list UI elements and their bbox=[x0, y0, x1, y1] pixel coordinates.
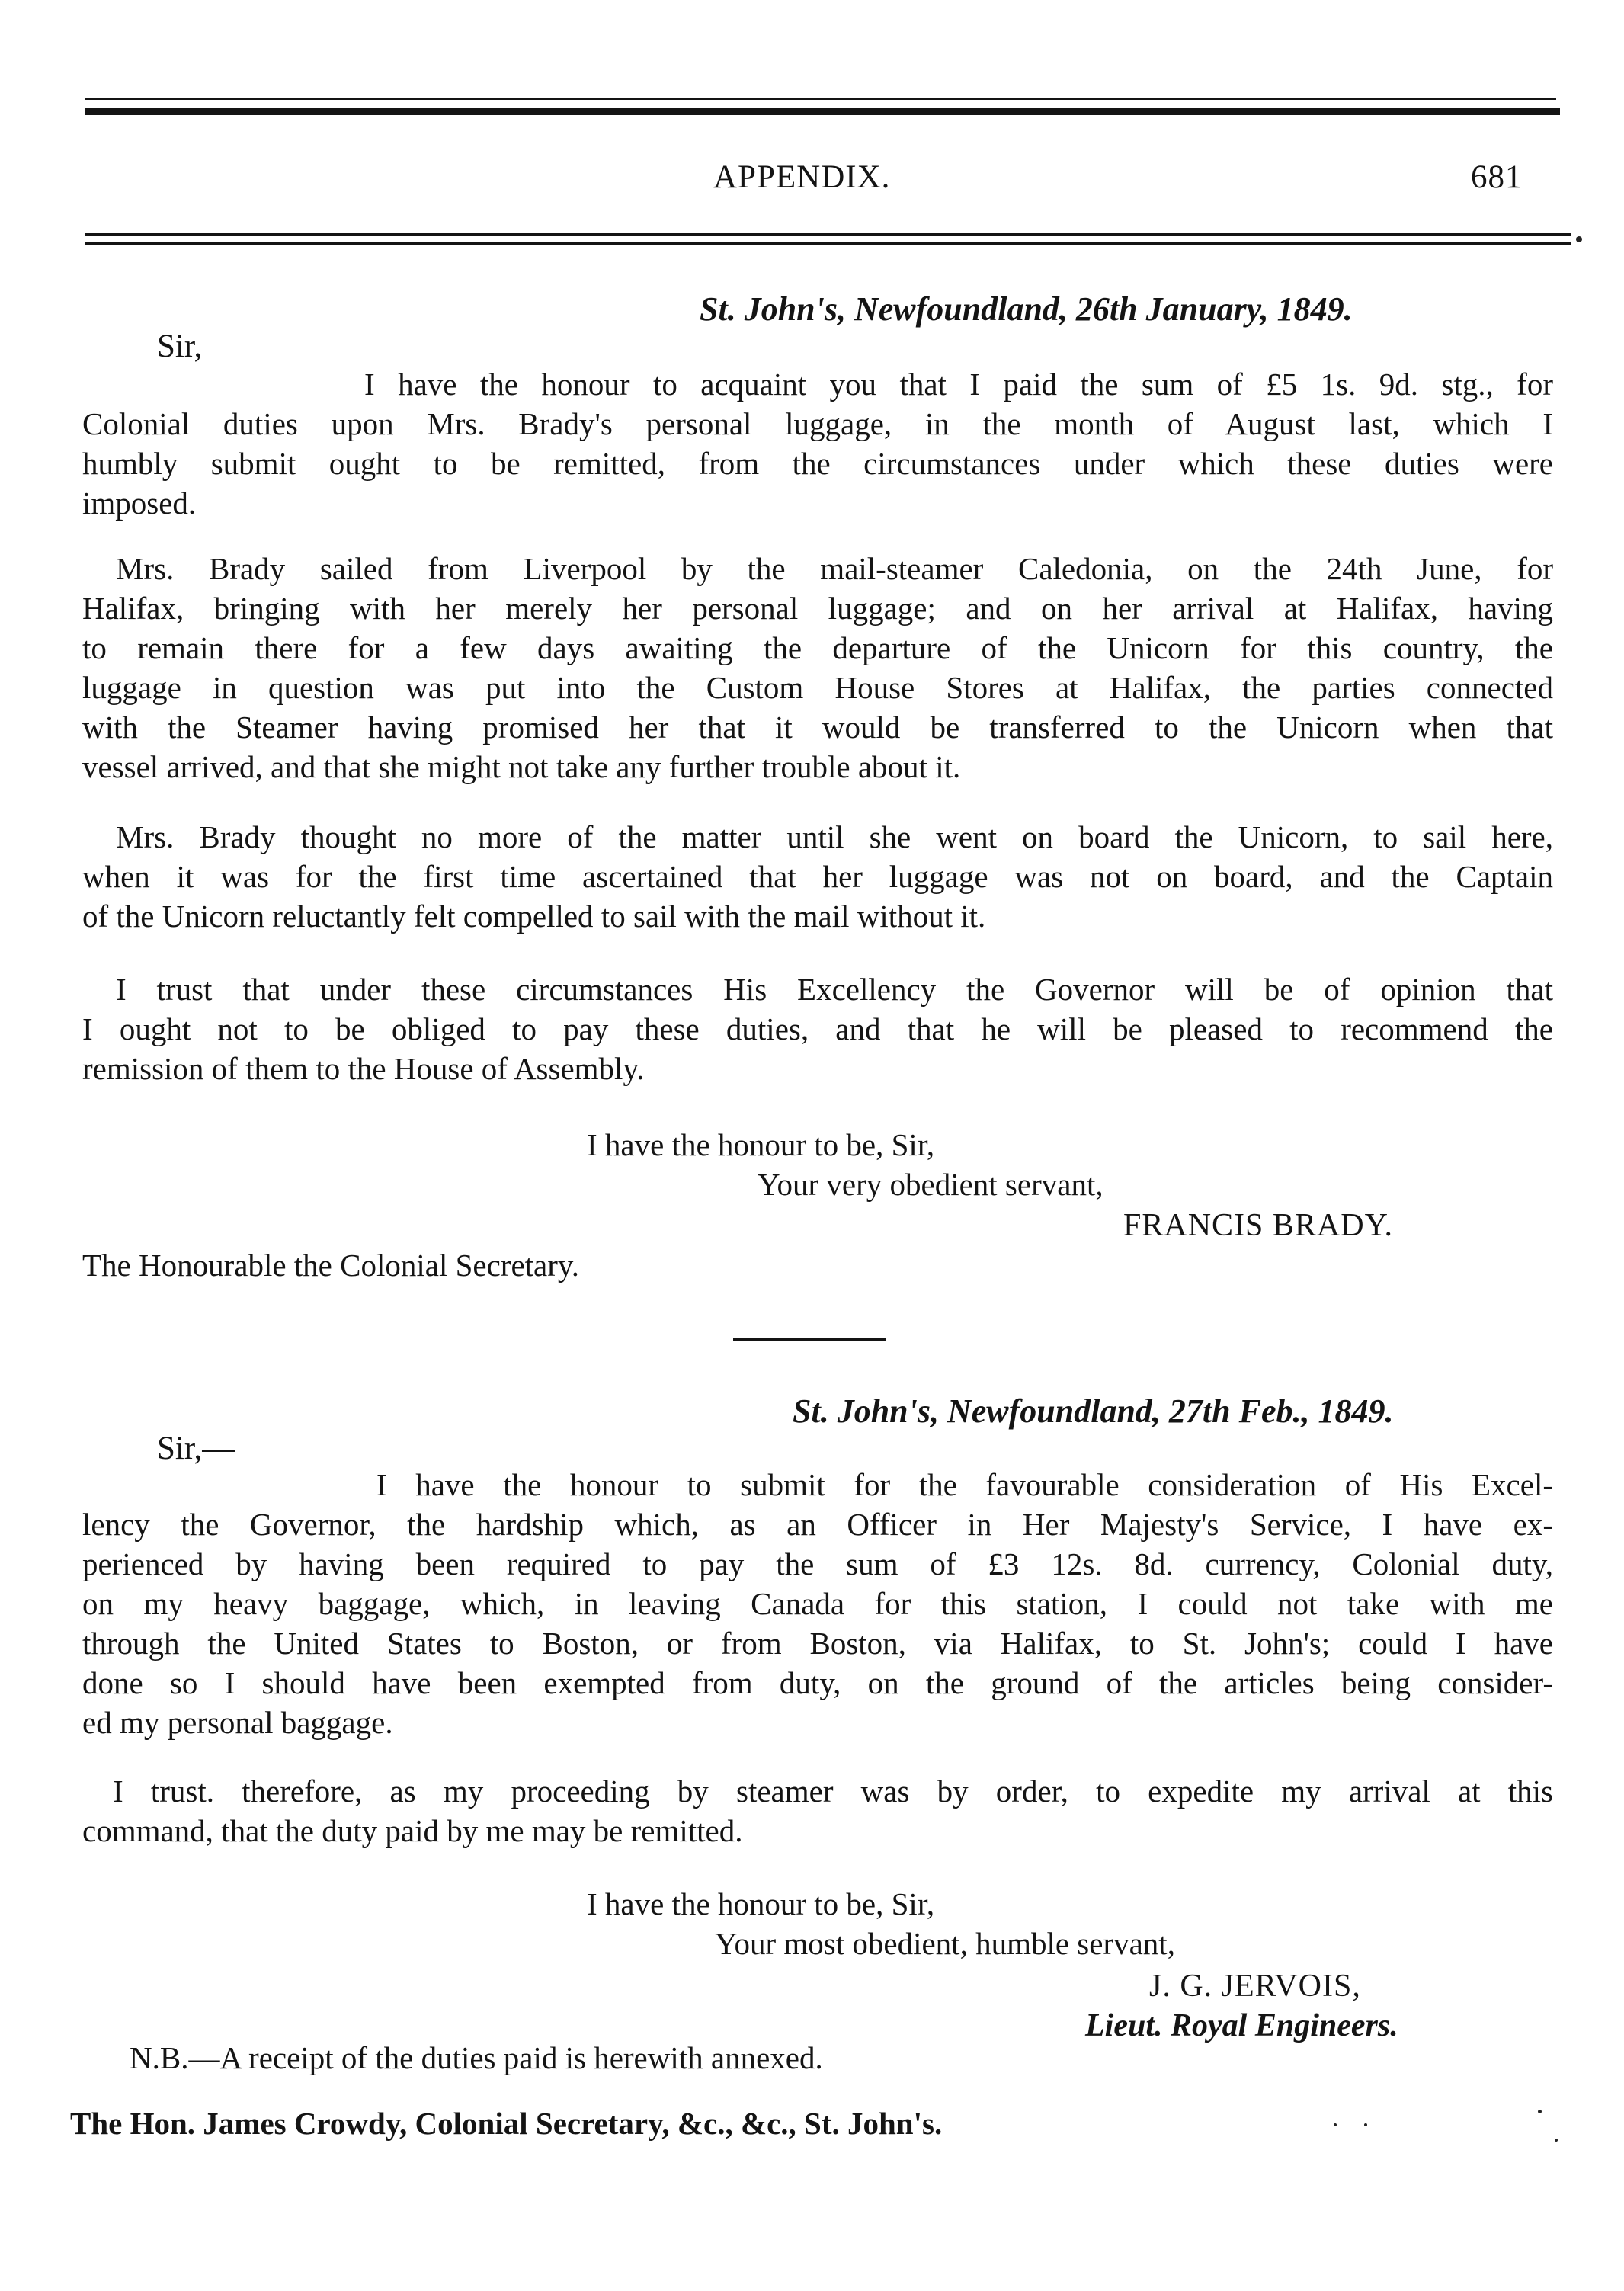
letter-2-salutation: Sir,— bbox=[157, 1431, 235, 1466]
letter-1-paragraph-1 bbox=[82, 364, 1553, 523]
text-line: I ought not to be obliged to pay these duties, and that he will be pleased to recommend the bbox=[82, 1011, 1553, 1046]
letter-1-paragraph-3 bbox=[82, 817, 1553, 936]
letter-1-closing-1: I have the honour to be, Sir, bbox=[587, 1127, 935, 1162]
text-line: done so I should have been exempted from duty, on the ground of the articles being consider- bbox=[82, 1665, 1553, 1700]
text-line: I trust that under these circumstances His Excellency the Governor will be of opinion that bbox=[116, 972, 1553, 1007]
letter-1-salutation: Sir, bbox=[157, 328, 203, 364]
header-rule-dot bbox=[1576, 236, 1582, 242]
text-line: Mrs. Brady sailed from Liverpool by the mail-steamer Caledonia, on the 24th June, for bbox=[116, 551, 1553, 586]
text-line: perienced by having been required to pay the sum of £3 12s. 8d. currency, Colonial duty, bbox=[82, 1546, 1553, 1581]
text-line: ed my personal baggage. bbox=[82, 1705, 393, 1740]
scan-speck bbox=[1364, 2123, 1367, 2126]
letter-2-rank: Lieut. Royal Engineers. bbox=[1085, 2008, 1398, 2043]
top-rule-thick bbox=[85, 108, 1560, 115]
text-line: through the United States to Boston, or from Boston, via Halifax, to St. John's; could I have bbox=[82, 1626, 1553, 1661]
letter-2-note: N.B.—A receipt of the duties paid is herewith annexed. bbox=[130, 2040, 823, 2075]
text-line: Colonial duties upon Mrs. Brady's personal luggage, in the month of August last, which I bbox=[82, 406, 1553, 441]
scan-speck bbox=[1555, 2139, 1558, 2142]
text-line: Mrs. Brady thought no more of the matter until she went on board the Unicorn, to sail here, bbox=[116, 819, 1553, 854]
text-line: of the Unicorn reluctantly felt compelled to sail with the mail without it. bbox=[82, 899, 986, 934]
text-line: vessel arrived, and that she might not take any further trouble about it. bbox=[82, 749, 961, 784]
letter-2-paragraph-2 bbox=[82, 1771, 1553, 1850]
text-line: with the Steamer having promised her that it would be transferred to the Unicorn when that bbox=[82, 710, 1553, 745]
letter-1-place-date: St. John's, Newfoundland, 26th January, 1849. bbox=[700, 290, 1353, 328]
text-line: command, that the duty paid by me may be remitted. bbox=[82, 1813, 743, 1848]
header-rule-upper bbox=[85, 233, 1571, 236]
scan-speck bbox=[1538, 2110, 1542, 2113]
letter-1-paragraph-4 bbox=[82, 969, 1553, 1088]
letter-1-closing-2: Your very obedient servant, bbox=[758, 1167, 1103, 1202]
text-line: humbly submit ought to be remitted, from the circumstances under which these duties were bbox=[82, 446, 1553, 481]
letter-1-paragraph-2 bbox=[82, 549, 1553, 787]
letter-2-closing-2: Your most obedient, humble servant, bbox=[715, 1926, 1175, 1961]
letter-2-place-date: St. John's, Newfoundland, 27th Feb., 1849. bbox=[793, 1392, 1394, 1430]
scan-speck bbox=[1334, 2123, 1337, 2126]
header-rule-lower bbox=[85, 242, 1571, 245]
text-line: luggage in question was put into the Custom House Stores at Halifax, the parties connected bbox=[82, 670, 1553, 705]
text-line: Halifax, bringing with her merely her personal luggage; and on her arrival at Halifax, having bbox=[82, 591, 1553, 626]
letter-2-addressee: The Hon. James Crowdy, Colonial Secretary, &c., &c., St. John's. bbox=[70, 2106, 943, 2141]
text-line: I have the honour to submit for the favourable consideration of His Excel- bbox=[376, 1467, 1553, 1502]
text-line: on my heavy baggage, which, in leaving Canada for this station, I could not take with me bbox=[82, 1586, 1553, 1621]
top-rule-thin bbox=[85, 98, 1556, 100]
letter-separator bbox=[733, 1338, 886, 1341]
letter-2-closing-1: I have the honour to be, Sir, bbox=[587, 1886, 935, 1921]
text-line: to remain there for a few days awaiting the departure of the Unicorn for this country, the bbox=[82, 630, 1553, 665]
page-number: 681 bbox=[1471, 159, 1523, 195]
letter-1-signature: FRANCIS BRADY. bbox=[1123, 1208, 1393, 1243]
text-line: when it was for the first time ascertained that her luggage was not on board, and the Captain bbox=[82, 859, 1553, 894]
letter-2-signature: J. G. JERVOIS, bbox=[1149, 1969, 1361, 2004]
running-title: APPENDIX. bbox=[713, 159, 891, 195]
text-line: lency the Governor, the hardship which, as an Officer in Her Majesty's Service, I have ex- bbox=[82, 1507, 1553, 1542]
text-line: I trust. therefore, as my proceeding by steamer was by order, to expedite my arrival at this bbox=[113, 1774, 1553, 1809]
letter-2-paragraph-1 bbox=[82, 1465, 1553, 1742]
text-line: I have the honour to acquaint you that I paid the sum of £5 1s. 9d. stg., for bbox=[364, 367, 1553, 402]
text-line: imposed. bbox=[82, 485, 197, 521]
letter-1-addressee: The Honourable the Colonial Secretary. bbox=[82, 1248, 579, 1283]
text-line: remission of them to the House of Assembly. bbox=[82, 1051, 645, 1086]
